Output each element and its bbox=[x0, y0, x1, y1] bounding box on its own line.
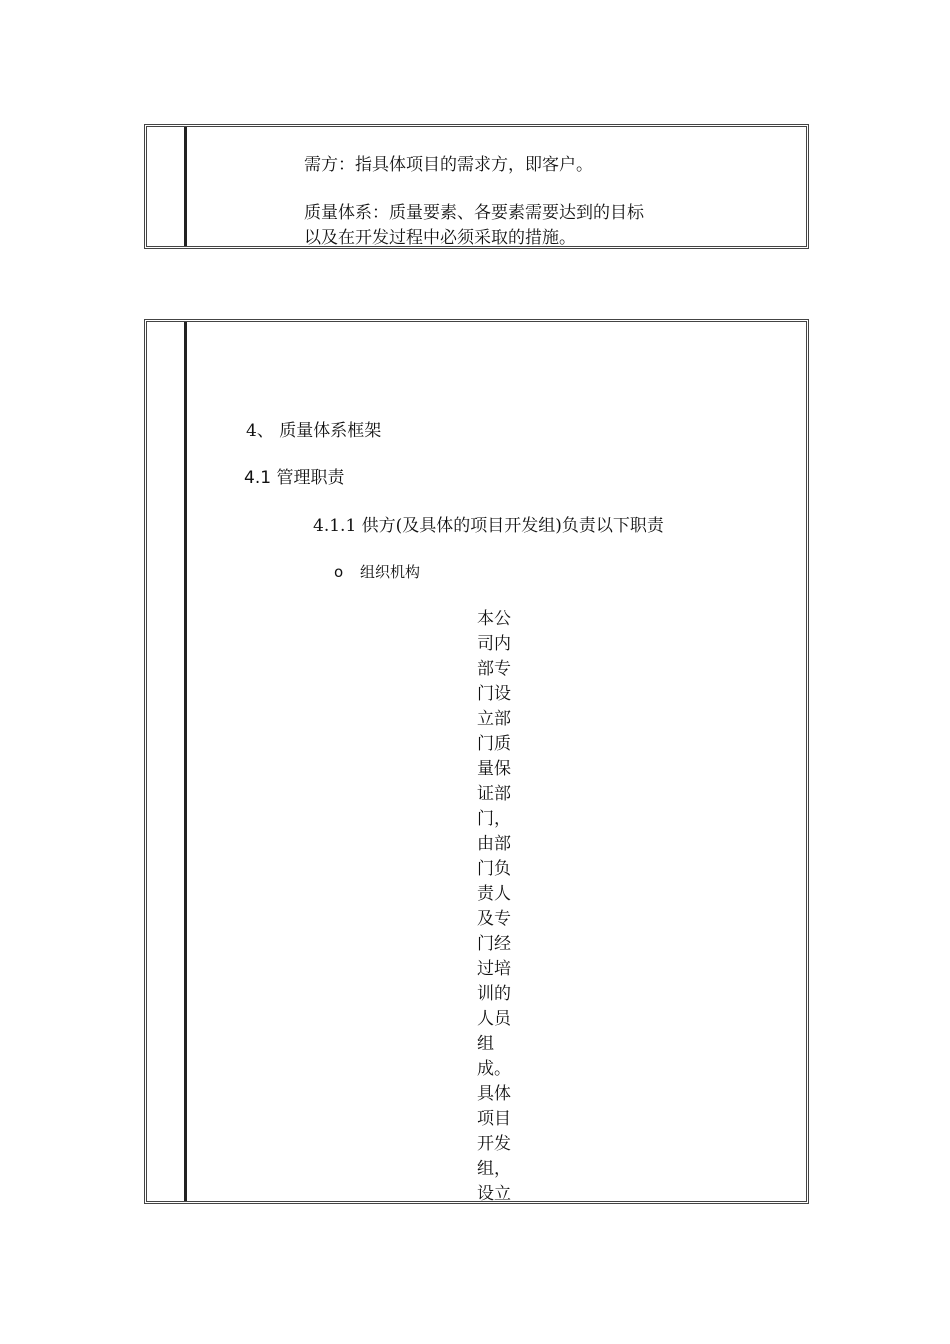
narrow-text-line: 设立 bbox=[477, 1184, 511, 1204]
narrow-text-line: 门负 bbox=[477, 859, 511, 879]
narrow-text-line: 量保 bbox=[477, 759, 511, 779]
bullet-marker: o bbox=[334, 563, 344, 581]
narrow-text-line: 由部 bbox=[477, 834, 511, 854]
margin-rule bbox=[184, 127, 187, 246]
narrow-text-column bbox=[477, 607, 517, 1204]
narrow-text-line: 人员 bbox=[477, 1009, 511, 1029]
definitions-box bbox=[144, 124, 809, 249]
subsubsection-heading: 4.1.1 供方(及具体的项目开发组)负责以下职责 bbox=[313, 516, 664, 536]
narrow-text-line: 具体 bbox=[477, 1084, 511, 1104]
narrow-text-line: 门质 bbox=[477, 734, 511, 754]
narrow-text-line: 立部 bbox=[477, 709, 511, 729]
section-heading: 4、 质量体系框架 bbox=[246, 421, 382, 441]
subsection-heading: 4.1 管理职责 bbox=[244, 468, 345, 488]
narrow-text-line: 责人 bbox=[477, 884, 511, 904]
narrow-text-line: 本公 bbox=[477, 609, 511, 629]
narrow-text-line: 及专 bbox=[477, 909, 511, 929]
narrow-text-line: 组 bbox=[477, 1034, 494, 1054]
narrow-text-line: 司内 bbox=[477, 634, 511, 654]
section-box bbox=[144, 319, 809, 1204]
narrow-text-line: 项目 bbox=[477, 1109, 511, 1129]
narrow-text-line: 过培 bbox=[477, 959, 511, 979]
narrow-text-line: 组， bbox=[477, 1159, 511, 1179]
narrow-text-line: 成。 bbox=[477, 1059, 511, 1079]
margin-rule bbox=[184, 322, 187, 1201]
quality-system-definition-line2: 以及在开发过程中必须采取的措施。 bbox=[304, 228, 576, 248]
demand-side-definition: 需方：指具体项目的需求方，即客户。 bbox=[304, 155, 593, 175]
narrow-text-line: 训的 bbox=[477, 984, 511, 1004]
quality-system-definition-line1: 质量体系：质量要素、各要素需要达到的目标 bbox=[304, 203, 644, 223]
narrow-text-line: 门设 bbox=[477, 684, 511, 704]
narrow-text-line: 开发 bbox=[477, 1134, 511, 1154]
narrow-text-line: 证部 bbox=[477, 784, 511, 804]
narrow-text-line: 部专 bbox=[477, 659, 511, 679]
narrow-text-line: 门， bbox=[477, 809, 511, 829]
bullet-label: 组织机构 bbox=[360, 563, 421, 581]
narrow-text-line: 门经 bbox=[477, 934, 511, 954]
